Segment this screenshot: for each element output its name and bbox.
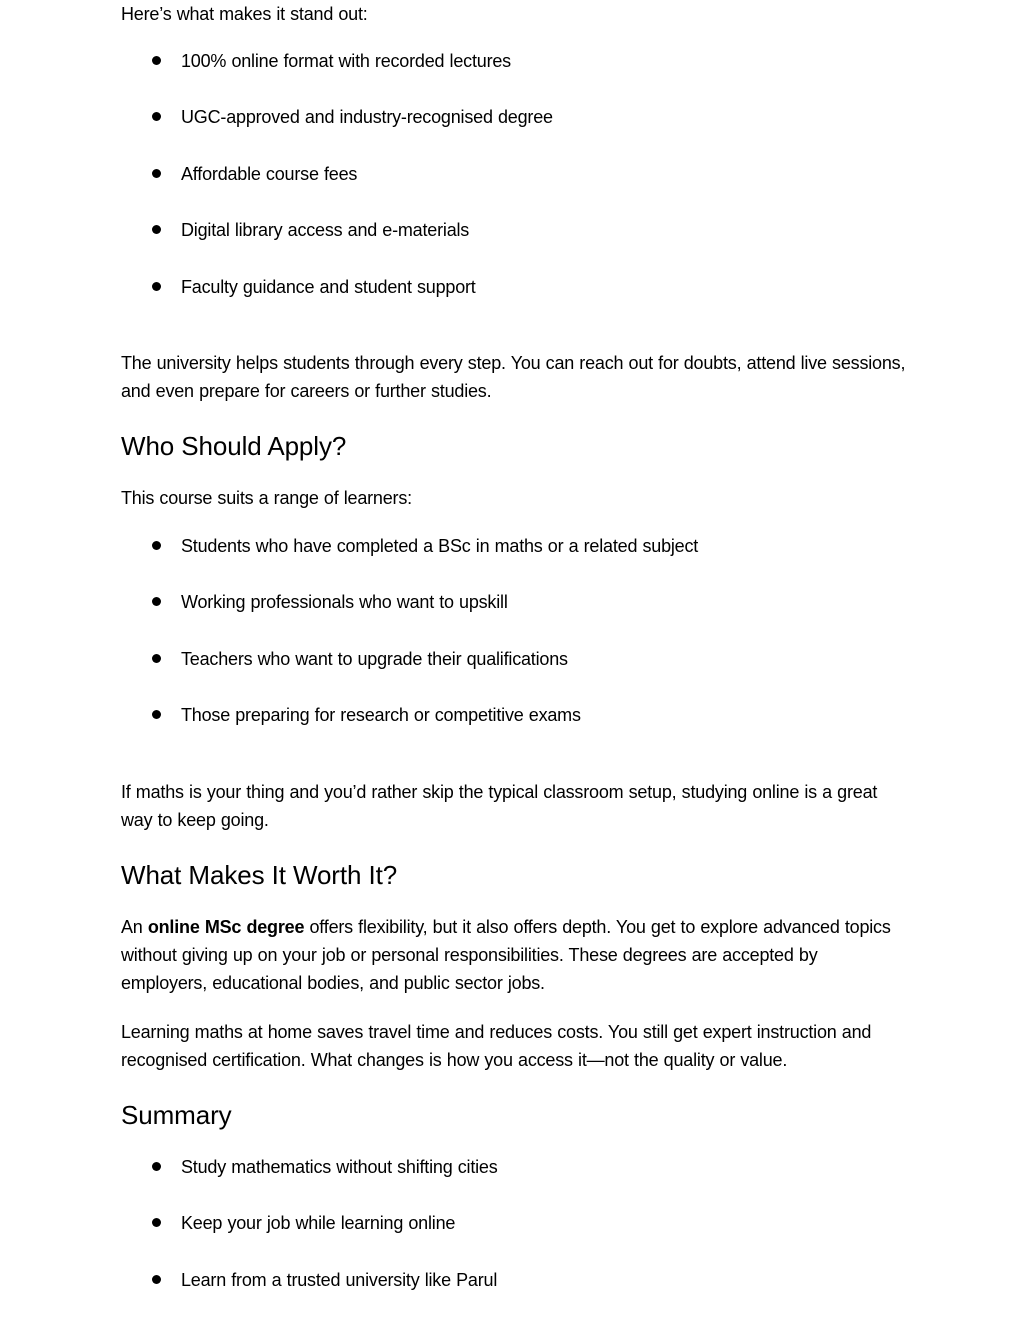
worth-it-paragraph-1 [121,913,906,997]
list-item-text: Working professionals who want to upskill [181,592,508,613]
list-item-text: Students who have completed a BSc in maths or a related subject [181,536,699,556]
list-item-text: Learn from a trusted university like Parul [181,1269,498,1290]
support-paragraph: The university helps students through every step. You can reach out for doubts, attend live sessions, and even prepare for careers or further studies. [121,353,906,401]
intro-text: Here’s what makes it stand out: [121,4,368,24]
list-item [121,103,906,159]
list-item [121,216,906,272]
features-list [121,47,906,329]
summary-heading: Summary [121,1100,232,1130]
bullet-icon [152,169,161,178]
who-should-apply-heading: Who Should Apply? [121,431,347,461]
who-should-apply-lead: This course suits a range of learners: [121,488,412,508]
bullet-icon [152,597,161,606]
list-item [121,273,906,329]
list-item [121,1153,906,1209]
list-item [121,701,906,757]
bullet-icon [152,1162,161,1171]
worth-it-heading: What Makes It Worth It? [121,860,398,890]
list-item [121,645,906,701]
list-item-text: Faculty guidance and student support [181,276,476,297]
list-item-text: Affordable course fees [181,163,358,184]
worth-it-p1-bold: online MSc degree [147,917,305,937]
bullet-icon [152,1275,161,1284]
list-item [121,1209,906,1265]
list-item-text: Keep your job while learning online [181,1213,456,1234]
who-should-apply-closing: If maths is your thing and you’d rather skip the typical classroom setup, studying online is a great way to keep going. [121,782,878,830]
bullet-icon [152,541,161,550]
who-should-apply-list [121,532,906,758]
bullet-icon [152,225,161,234]
bullet-icon [152,654,161,663]
list-item-text: Teachers who want to upgrade their qualifications [181,648,568,669]
list-item-text: 100% online format with recorded lectures [181,51,511,71]
list-item-text: Those preparing for research or competitive exams [181,705,581,726]
list-item [121,532,906,588]
worth-it-paragraph-2: Learning maths at home saves travel time and reduces costs. You still get expert instruction and recognised certification. What changes is how you access it—not the quality or value. [121,1022,872,1070]
bullet-icon [152,282,161,291]
list-item [121,160,906,216]
list-item [121,588,906,644]
list-item [121,47,906,103]
bullet-icon [152,710,161,719]
list-item [121,1266,906,1322]
bullet-icon [152,112,161,121]
worth-it-p1-suffix: offers flexibility, but it also offers depth. You get to explore advanced topics without giving up on your job or personal responsibilities. These degrees are accepted by employers, educational bodies, and public sector jobs. [121,917,891,993]
bullet-icon [152,56,161,65]
list-item-text: Study mathematics without shifting cities [181,1157,498,1177]
summary-list [121,1153,906,1322]
bullet-icon [152,1218,161,1227]
worth-it-p1-prefix: An [121,917,148,937]
list-item-text: UGC-approved and industry-recognised degree [181,107,553,128]
list-item-text: Digital library access and e-materials [181,220,470,241]
